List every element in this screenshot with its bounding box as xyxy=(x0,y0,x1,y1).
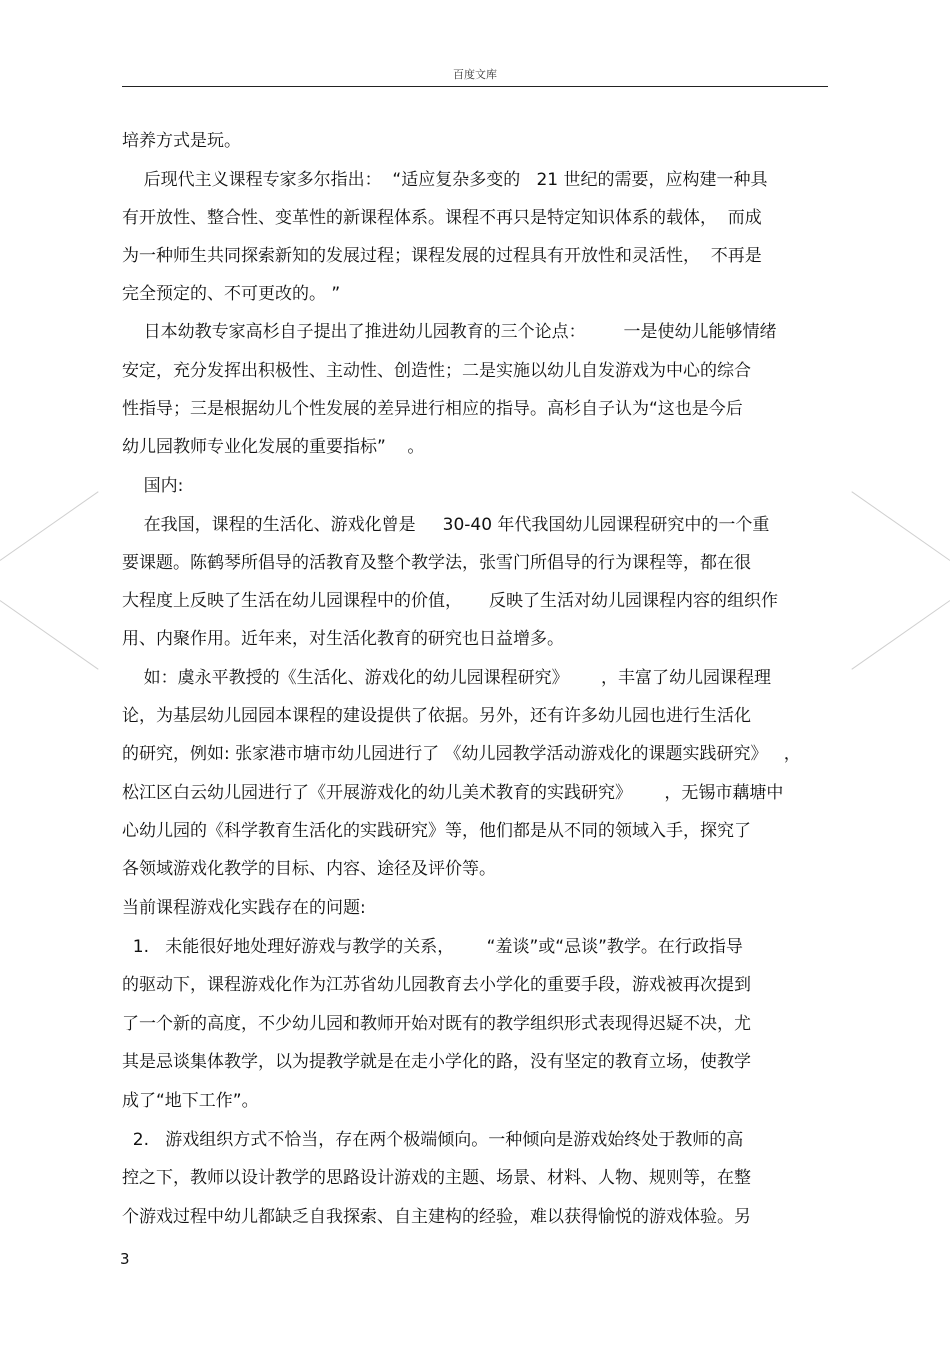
text-line: 当前课程游戏化实践存在的问题: xyxy=(122,898,366,918)
text-line: 大程度上反映了生活在幼儿园课程中的价值， 反映了生活对幼儿园课程内容的组织作 xyxy=(122,591,779,611)
text-line: 用、内聚作用。近年来，对生活化教育的研究也日益增多。 xyxy=(122,629,564,649)
text-line: 了一个新的高度，不少幼儿园和教师开始对既有的教学组织形式表现得迟疑不决，尤 xyxy=(122,1014,751,1034)
text-line: 安定，充分发挥出积极性、主动性、创造性；二是实施以幼儿自发游戏为中心的综合 xyxy=(122,361,751,381)
text-line: 国内: xyxy=(122,476,184,496)
text-line: 幼儿园教师专业化发展的重要指标” 。 xyxy=(122,437,425,457)
text-line: 培养方式是玩。 xyxy=(122,131,241,151)
text-line: 为一种师生共同探索新知的发展过程；课程发展的过程具有开放性和灵活性， 不再是 xyxy=(122,246,762,266)
text-line: 松江区白云幼儿园进行了《开展游戏化的幼儿美术教育的实践研究》 ，无锡市藕塘中 xyxy=(122,783,784,803)
text-line: 后现代主义课程专家多尔指出： “适应复杂多变的 21 世纪的需要，应构建一种具 xyxy=(122,170,768,190)
text-line: 如：虞永平教授的《生活化、游戏化的幼儿园课程研究》 ，丰富了幼儿园课程理 xyxy=(122,668,772,688)
header-divider xyxy=(122,86,828,87)
text-line: 性指导；三是根据幼儿个性发展的差异进行相应的指导。高杉自子认为“这也是今后 xyxy=(122,399,743,419)
text-line: 心幼儿园的《科学教育生活化的实践研究》等，他们都是从不同的领域入手，探究了 xyxy=(122,821,751,841)
text-line: 2. 游戏组织方式不恰当，存在两个极端倾向。一种倾向是游戏始终处于教师的高 xyxy=(122,1130,744,1150)
text-line: 日本幼教专家高杉自子提出了推进幼儿园教育的三个论点： 一是使幼儿能够情绪 xyxy=(122,322,777,342)
text-line: 完全预定的、不可更改的。 ” xyxy=(122,284,341,304)
text-line: 控之下，教师以设计教学的思路设计游戏的主题、场景、材料、人物、规则等，在整 xyxy=(122,1168,751,1188)
margin-mark xyxy=(0,600,99,670)
text-line: 论，为基层幼儿园园本课程的建设提供了依据。另外，还有许多幼儿园也进行生活化 xyxy=(122,706,751,726)
text-line: 各领域游戏化教学的目标、内容、途径及评价等。 xyxy=(122,859,496,879)
text-line: 要课题。陈鹤琴所倡导的活教育及整个教学法，张雪门所倡导的行为课程等，都在很 xyxy=(122,553,751,573)
text-line: 的驱动下，课程游戏化作为江苏省幼儿园教育去小学化的重要手段，游戏被再次提到 xyxy=(122,975,751,995)
text-line: 个游戏过程中幼儿都缺乏自我探索、自主建构的经验，难以获得愉悦的游戏体验。另 xyxy=(122,1207,751,1227)
text-line: 1. 未能很好地处理好游戏与教学的关系， “羞谈”或“忌谈”教学。在行政指导 xyxy=(122,937,743,957)
text-line: 的研究，例如: 张家港市塘市幼儿园进行了 《幼儿园教学活动游戏化的课题实践研究》 ， xyxy=(122,744,801,764)
margin-mark xyxy=(851,600,950,670)
text-line: 其是忌谈集体教学，以为提教学就是在走小学化的路，没有坚定的教育立场，使教学 xyxy=(122,1052,751,1072)
text-line: 成了“地下工作”。 xyxy=(122,1091,259,1111)
text-line: 在我国，课程的生活化、游戏化曾是 30-40 年代我国幼儿园课程研究中的一个重 xyxy=(122,515,770,535)
page-header: 百度文库 xyxy=(453,68,497,81)
margin-mark xyxy=(0,491,99,561)
page-number: 3 xyxy=(120,1250,130,1268)
margin-mark xyxy=(851,491,950,561)
text-line: 有开放性、整合性、变革性的新课程体系。课程不再只是特定知识体系的载体， 而成 xyxy=(122,208,762,228)
